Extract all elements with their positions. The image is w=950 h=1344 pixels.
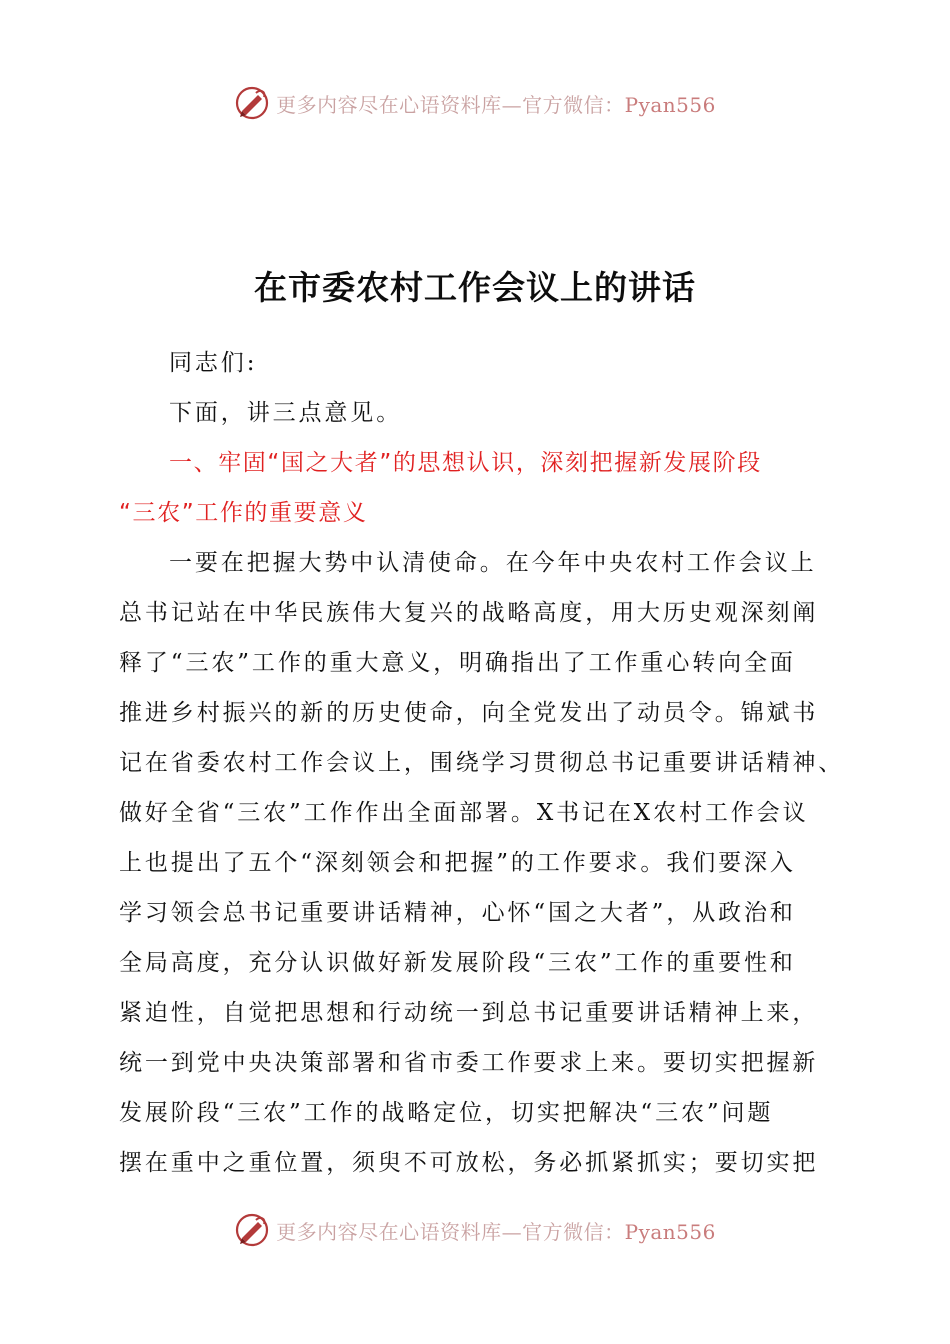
document-title: 在市委农村工作会议上的讲话	[254, 268, 696, 307]
pen-logo-icon	[234, 1212, 270, 1248]
paragraph-line: 发展阶段“三农”工作的战略定位，切实把解决“三农”问题	[119, 1100, 774, 1126]
salutation: 同志们:	[169, 350, 258, 376]
watermark-text: 更多内容尽在心语资料库—官方微信：Pyan556	[276, 92, 716, 117]
section-heading-line-1: 一、牢固“国之大者”的思想认识，深刻把握新发展阶段	[169, 450, 762, 476]
pen-logo-icon	[234, 85, 270, 121]
paragraph-line: 一要在把握大势中认清使命。在今年中央农村工作会议上	[169, 550, 817, 576]
watermark-text: 更多内容尽在心语资料库—官方微信：Pyan556	[276, 1219, 716, 1244]
paragraph-line: 释了“三农”工作的重大意义，明确指出了工作重心转向全面	[119, 650, 796, 676]
paragraph-line: 学习领会总书记重要讲话精神，心怀“国之大者”，从政治和	[119, 900, 796, 926]
paragraph-line: 做好全省“三农”工作作出全面部署。X书记在X农村工作会议	[119, 800, 809, 826]
footer-watermark-banner	[0, 1210, 950, 1250]
section-heading-line-2: “三农”工作的重要意义	[119, 500, 368, 526]
paragraph-line: 紧迫性，自觉把思想和行动统一到总书记重要讲话精神上来，	[119, 1000, 819, 1026]
intro-line: 下面，讲三点意见。	[169, 400, 403, 426]
document-body	[119, 338, 845, 1188]
paragraph-line: 全局高度，充分认识做好新发展阶段“三农”工作的重要性和	[119, 950, 796, 976]
paragraph-line: 推进乡村振兴的新的历史使命，向全党发出了动员令。锦斌书	[119, 700, 819, 726]
header-watermark-banner	[0, 83, 950, 123]
paragraph-line: 记在省委农村工作会议上，围绕学习贯彻总书记重要讲话精神、	[119, 750, 845, 776]
paragraph-line: 总书记站在中华民族伟大复兴的战略高度，用大历史观深刻阐	[119, 600, 819, 626]
paragraph-line: 上也提出了五个“深刻领会和把握”的工作要求。我们要深入	[119, 850, 796, 876]
paragraph-line: 摆在重中之重位置，须臾不可放松，务必抓紧抓实；要切实把	[119, 1150, 819, 1176]
paragraph-line: 统一到党中央决策部署和省市委工作要求上来。要切实把握新	[119, 1050, 819, 1076]
